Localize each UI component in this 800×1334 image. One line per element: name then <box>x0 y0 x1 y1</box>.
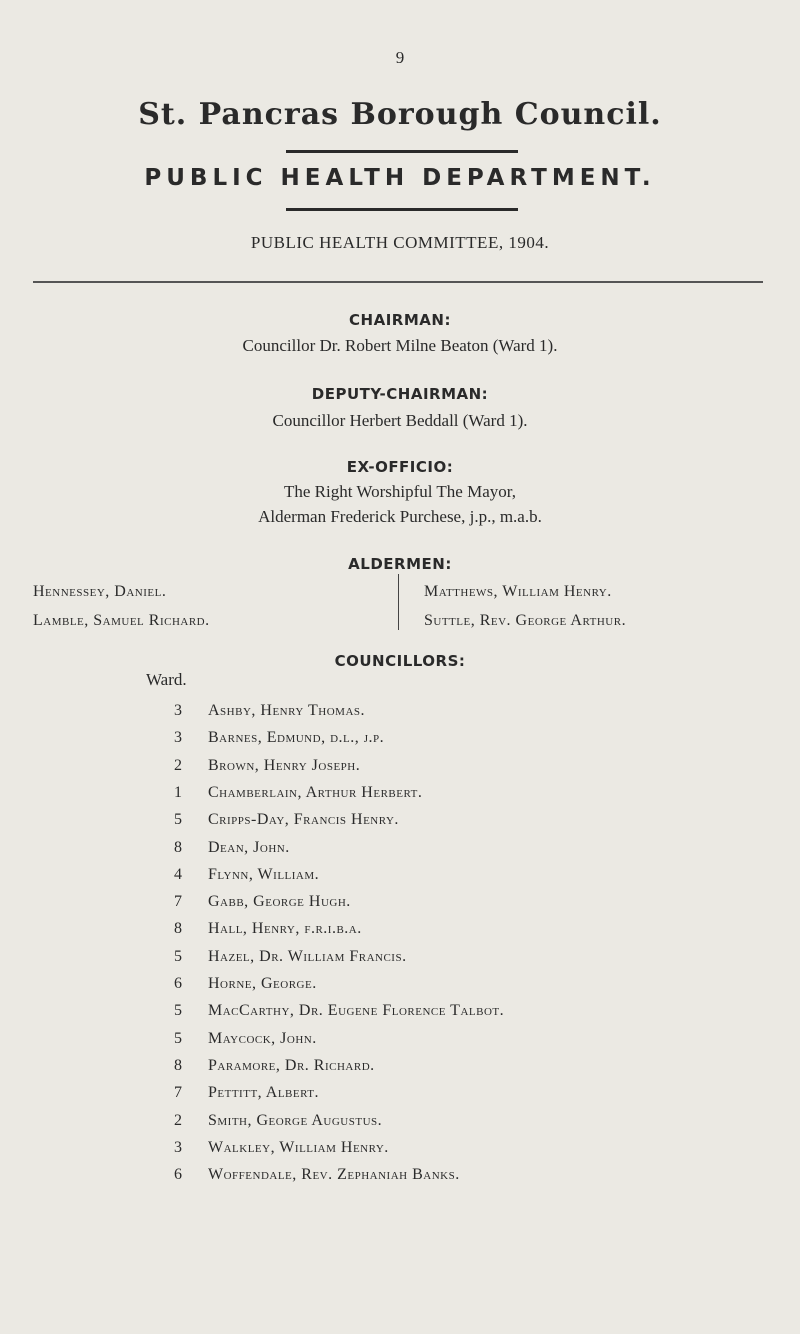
councillor-ward: 5 <box>174 811 182 829</box>
councillor-name: Hall, Henry, f.r.i.b.a. <box>208 920 362 938</box>
councillor-name: Horne, George. <box>208 975 317 992</box>
councillor-row <box>0 1139 800 1167</box>
councillor-name: Dean, John. <box>208 838 290 856</box>
divider-wide <box>33 281 763 283</box>
councillor-ward: 6 <box>174 975 182 992</box>
alderman-right-1: Matthews, William Henry. <box>424 583 612 600</box>
councillor-ward: 2 <box>174 1111 182 1129</box>
councillor-name: Woffendale, Rev. Zephaniah Banks. <box>208 1166 460 1184</box>
councillor-name: Cripps-Day, Francis Henry. <box>208 811 399 829</box>
alderman-left-1: Hennessey, Daniel. <box>33 583 167 600</box>
councillor-name: MacCarthy, Dr. Eugene Florence Talbot. <box>208 1002 505 1020</box>
councillor-ward: 7 <box>174 893 182 911</box>
councillor-name: Hazel, Dr. William Francis. <box>208 947 407 965</box>
councillor-name: Maycock, John. <box>208 1029 317 1047</box>
councillor-ward: 3 <box>174 702 182 719</box>
councillor-row <box>0 784 800 812</box>
ex-officio-line-1: The Right Worshipful The Mayor, <box>284 482 516 501</box>
councillor-name: Ashby, Henry Thomas. <box>208 702 366 719</box>
deputy-chairman-text: Councillor Herbert Beddall (Ward 1). <box>272 411 528 430</box>
councillor-ward: 5 <box>174 1002 182 1020</box>
councillor-ward: 8 <box>174 838 182 856</box>
councillor-row <box>0 1166 800 1194</box>
councillor-row <box>0 1030 800 1058</box>
councillor-name: Pettitt, Albert. <box>208 1084 320 1102</box>
councillor-row <box>0 920 800 948</box>
chairman-text: Councillor Dr. Robert Milne Beaton (Ward 1). <box>242 336 558 355</box>
department-title: PUBLIC HEALTH DEPARTMENT. <box>144 165 656 191</box>
council-title: St. Pancras Borough Council. <box>138 97 662 132</box>
chairman-heading: CHAIRMAN: <box>349 311 451 329</box>
aldermen-column-divider <box>398 574 399 630</box>
councillor-row <box>0 1112 800 1140</box>
councillor-ward: 8 <box>174 920 182 938</box>
councillor-row <box>0 729 800 757</box>
ex-officio-line-2: Alderman Frederick Purchese, j.p., m.a.b. <box>258 507 542 526</box>
councillor-row <box>0 1057 800 1085</box>
councillor-ward: 5 <box>174 1029 182 1047</box>
councillor-ward: 8 <box>174 1056 182 1074</box>
councillor-row <box>0 811 800 839</box>
councillor-ward: 1 <box>174 783 182 801</box>
councillor-row <box>0 866 800 894</box>
councillors-heading: COUNCILLORS: <box>334 652 466 670</box>
councillor-name: Brown, Henry Joseph. <box>208 756 361 774</box>
councillor-name: Walkley, William Henry. <box>208 1138 389 1156</box>
councillor-ward: 7 <box>174 1084 182 1102</box>
page-number: 9 <box>395 48 405 67</box>
councillor-name: Flynn, William. <box>208 865 320 883</box>
aldermen-heading: ALDERMEN: <box>348 555 452 573</box>
councillor-ward: 3 <box>174 1138 182 1156</box>
councillor-row <box>0 757 800 785</box>
ex-officio-heading: EX-OFFICIO: <box>346 458 454 476</box>
alderman-right-2: Suttle, Rev. George Arthur. <box>424 612 627 629</box>
councillor-name: Chamberlain, Arthur Herbert. <box>208 783 423 801</box>
alderman-left-2: Lamble, Samuel Richard. <box>33 612 210 629</box>
committee-title: PUBLIC HEALTH COMMITTEE, 1904. <box>250 233 550 252</box>
councillor-row <box>0 893 800 921</box>
councillor-ward: 5 <box>174 947 182 965</box>
councillor-ward: 2 <box>174 756 182 774</box>
councillor-row <box>0 975 800 1003</box>
divider-top <box>286 150 518 153</box>
councillor-name: Gabb, George Hugh. <box>208 893 351 911</box>
councillor-name: Paramore, Dr. Richard. <box>208 1056 375 1074</box>
councillor-row <box>0 1084 800 1112</box>
councillor-name: Smith, George Augustus. <box>208 1111 383 1129</box>
councillor-name: Barnes, Edmund, d.l., j.p. <box>208 729 385 747</box>
councillor-ward: 4 <box>174 865 182 883</box>
councillor-row <box>0 948 800 976</box>
councillor-row <box>0 1002 800 1030</box>
councillor-row <box>0 702 800 730</box>
divider-middle <box>286 208 518 211</box>
councillor-ward: 3 <box>174 729 182 747</box>
councillor-ward: 6 <box>174 1166 182 1184</box>
ward-column-label: Ward. <box>146 670 187 689</box>
councillor-row <box>0 839 800 867</box>
deputy-chairman-heading: DEPUTY-CHAIRMAN: <box>311 385 489 403</box>
